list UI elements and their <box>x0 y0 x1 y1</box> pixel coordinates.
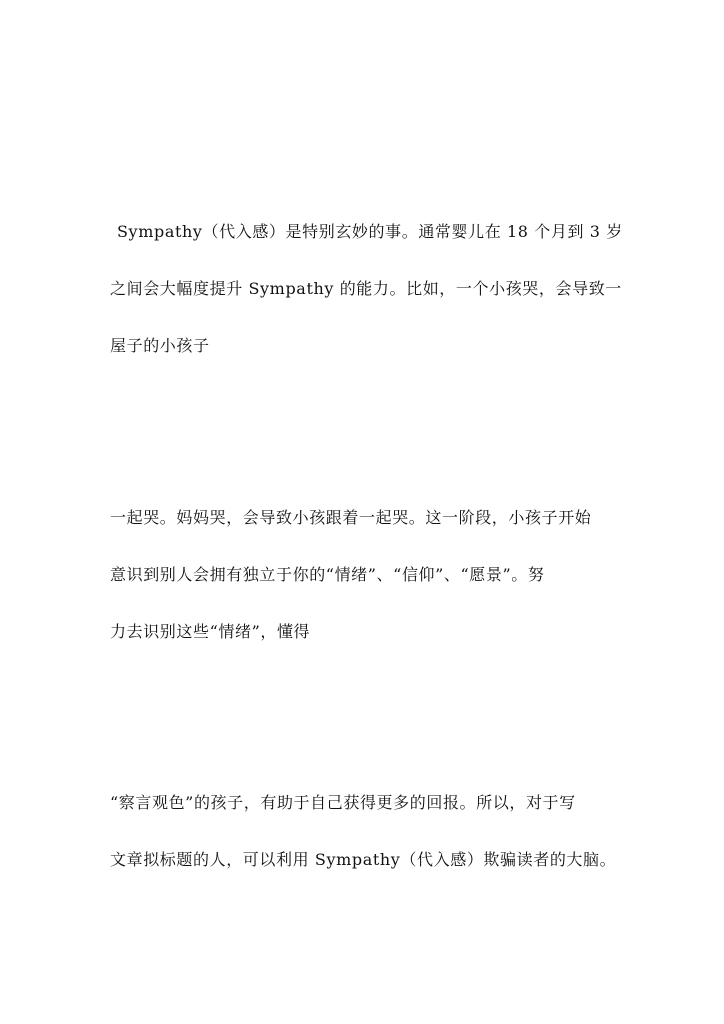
text-line: 屋子的小孩子 <box>110 336 210 355</box>
text-line: “察言观色”的孩子，有助于自己获得更多的回报。所以，对于写 <box>110 793 576 812</box>
text-line: 意识到别人会拥有独立于你的“情绪”、“信仰”、“愿景”。努 <box>110 565 545 584</box>
text-line: 之间会大幅度提升 Sympathy 的能力。比如，一个小孩哭，会导致一 <box>110 279 622 298</box>
text-line: 一起哭。妈妈哭，会导致小孩跟着一起哭。这一阶段，小孩子开始 <box>110 508 592 527</box>
text-line: 力去识别这些“情绪”，懂得 <box>110 622 311 641</box>
text-line: 文章拟标题的人，可以利用 Sympathy（代入感）欺骗读者的大脑。 <box>110 850 617 869</box>
text-line: Sympathy（代入感）是特别玄妙的事。通常婴儿在 18 个月到 3 岁 <box>117 222 623 241</box>
